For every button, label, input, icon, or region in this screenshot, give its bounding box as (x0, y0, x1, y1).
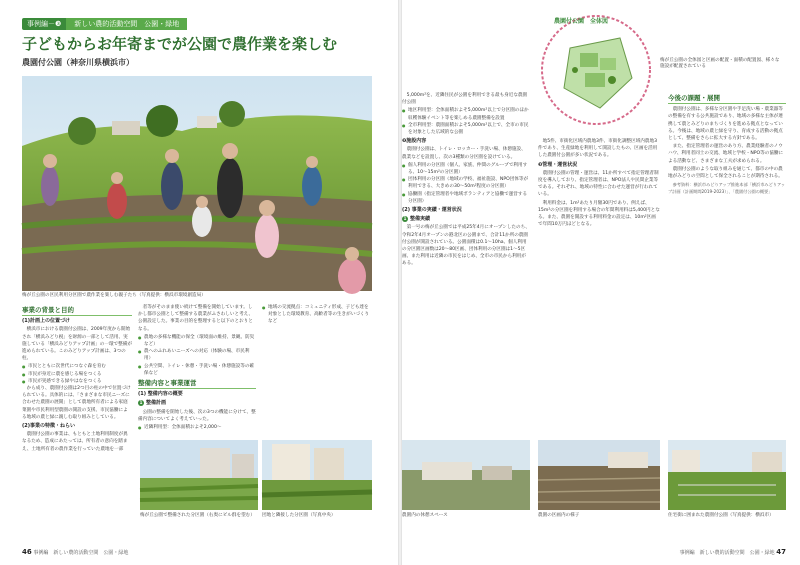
right-column-2 (538, 138, 660, 430)
list-item: ● 近隣利用型：全体面積およそ2,000～ (138, 424, 256, 431)
photo-caption: 農園の区画内の様子 (538, 513, 580, 518)
left-page (0, 0, 398, 565)
paragraph: 農園付公園の事業は、もともと土地利用制度が異なるため、造成にあたっては、所有者の意向を踏まえ、土地所有者の農作業を行っていた農地を一部 (22, 432, 128, 452)
page-subtitle: 農園付公園（神奈川県横浜市） (22, 58, 134, 67)
list-item: ● 公共空間、トイレ・休憩・手洗い場・休憩施設等の確保など (138, 363, 256, 377)
left-footer (22, 548, 128, 556)
left-column-1 (22, 304, 132, 452)
heading-overview: (1) 整備内容の概要 (138, 391, 183, 398)
main-photo-farming-family (22, 76, 372, 291)
photo-caption: 住宅街に囲まれた農園付公園（写真提供：横浜市） (668, 513, 774, 518)
map-caption: 梅が丘公園の全体図と区画の配置・面積の配置図、様々な施設が配置されている (660, 58, 780, 69)
photo-caption: 梅が丘公園で整備された分区園（右奥にビル群を望む） (140, 513, 255, 518)
heading-future-issues: 今後の課題・展開 (668, 95, 786, 104)
page-number: 47 (776, 548, 786, 556)
photo-apartments-garden (262, 440, 372, 510)
plot-list (402, 162, 530, 205)
heading-background: 事業の背景と目的 (22, 307, 132, 316)
paragraph: また、指定管理者の運営のあり方、農業経験者のノウハウ、利用者同士の交流、地域と学校・NPO等の協働による活動など、さまざまな工夫が求められる。 (668, 144, 784, 164)
heading-management: ❸管理・運営状況 (538, 161, 578, 168)
chapter-label: 事例編－❸ (22, 18, 66, 30)
park-map-illustration (540, 8, 652, 130)
list-item: ● 農地の多様な機能の保全（環境面の維持、景観、防災など） (138, 334, 256, 348)
photo-caption: 団地と隣接した分区園（写真中央） (262, 513, 336, 518)
list-item: ● 団体利用の分区園（地域の学校、福祉施設、NPO団体等が利用できる、大きめの30～50m²程度の分区園） (402, 176, 530, 190)
section-tag (22, 18, 187, 30)
heading-plan-position: (1)計画上の位置づけ (22, 318, 71, 325)
pillar-list (22, 363, 132, 385)
paragraph: 農園付公園は、多様な分区園や手足洗い場・農業器等の整備を有する公共施設であり、地域の多様な主体が連携して農とみどりのまちづくりを進める拠点となっている。今後は、地域の農と緑を守り、育成する活動の拠点として、整備をさらに拡大する方針である。 (668, 107, 783, 142)
list-item: ● 全市利用型：農園面積およそ5,000m²以上で、全市の市民を対象とした広域的な公園 (402, 122, 530, 136)
page-number: 46 (22, 548, 32, 556)
paragraph: 農園付公園の管理・運営は、11か所すべて指定管理者制度を導入しており、指定管理者は、NPO法人や民間企業等である。それぞれ、地域の特性に合わせた運営が行われている。 (538, 170, 659, 198)
page-title: 子どもからお年寄までが公園で農作業を楽しむ (22, 35, 338, 53)
paragraph: 農園付公園は、トイレ・ロッカー・手洗い場、休憩施設、農業などを設置し、次の3種類の分区園を設けている。 (402, 147, 526, 160)
heading-results: (2) 事業の実績・運営状況 (402, 207, 462, 214)
paragraph: 横浜市における農園付公園は、2009年度から開始され「横浜みどり税」を財源の一部として活用、実施している「横浜みどりアップ計画」の一環で整備が進められている。このみどりアップ計画は、3つの柱、 (22, 327, 132, 362)
heading-facilities: ❷施設内容 (402, 138, 427, 145)
photo-residential-garden (668, 440, 786, 510)
paragraph: 利用料金は、1m²あたり月額30円であり、例えば、15m²の分区園を利用する場合の年間利用料は5,400円となる。また、農園を開設する利用料金の設定は、10m²区画で年間10万円ほどとなる。 (538, 200, 660, 228)
paragraph: 公園の整備を開始した後、次の3つの機能に分けて、整備内容についてよく考えていった。 (138, 409, 256, 422)
badge-heading: 1 整備計画 (139, 400, 167, 407)
heading-features: (2)事業の特徴・ねらい (22, 423, 76, 430)
paragraph: 5,000m²を、近隣住民が公園を利用できる最も身近な農園付公園 (402, 93, 528, 106)
function-list (262, 304, 372, 326)
list-item: ● 個人利用の分区園（個人、家族、仲間のグループで利用する、10～15m²の分区園） (402, 162, 530, 176)
list-item: ● 農へのふれあいニーズへの対応（体験の場、市民利用） (138, 348, 256, 362)
right-column-1 (402, 92, 530, 430)
number-badge-icon: 1 (403, 216, 407, 222)
left-column-3 (262, 304, 372, 440)
right-column-3 (668, 92, 786, 430)
list-item: ● 協働園（指定管理者や地域ボランティアと協働で運営する分区園） (402, 191, 530, 205)
main-photo-caption: 梅が丘公園の区民利用分区園で農作業を楽しむ親子たち（写真提供：横浜市環境創造局） (22, 293, 206, 298)
list-item: ● 地区利用型：全体面積およそ5,000m²以上で分区園のほか収穫体験イベント等を楽しめる農園整備を設置 (402, 107, 530, 121)
paragraph: から成り、農園付公園は2つ目の柱の中で位置づけられている。具体的には、「さまざまな市民ニーズに合わせた農園の展開」として農地所有者による家庭菜園や市民利用型農園の開設の支援、市民協働による地域の農と緑に親しむ取り組みとしている。 (22, 386, 131, 420)
paragraph: 地5件、市街化区域内農地3件、市街化調整区域内農地3件であり、生産緑地を利用して開設したもの、区画を活用した農園付公園が多い状況である。 (538, 139, 658, 159)
left-column-2 (138, 304, 256, 440)
type-list (138, 424, 256, 431)
number-badge-icon: 1 (139, 400, 143, 406)
list-item: ● 市民が身近に農を感じる場をつくる (22, 371, 132, 378)
purpose-list (138, 334, 256, 377)
references: 参考資料：横浜市みどりアップ推進本部「横浜市みどりアップ計画（計画期間2019-2023）」、「農園付公園の概要」 (668, 182, 786, 195)
list-item: ● 市民とともに次世代につなぐ森を育む (22, 363, 132, 370)
list-item: ● 市民が実感できる緑やはなをつくる (22, 378, 132, 385)
right-footer (680, 548, 786, 556)
section-label: 新しい農的活動空間 公園・緑地 (66, 18, 187, 30)
paragraph: 農園付公園のような取り組みを通じて、都市の中の農地がみどりの空間として保全されることが期待される。 (668, 166, 783, 180)
list-item: ● 地域の交流拠点：コミュニティ形成、子ども達を対象とした環境教育、高齢者等の生きがいづくりなど (262, 304, 372, 326)
footer-text: 事例編 新しい農的活動空間 公園・緑地 (33, 550, 129, 556)
photo-rest-area (402, 440, 530, 510)
heading-maintenance: 整備内容と事業運営 (138, 380, 256, 389)
map-title: 農園付公園 全体図 (554, 18, 609, 25)
footer-text: 事例編 新しい農的活動空間 公園・緑地 (679, 550, 775, 556)
paragraph: 第一号の梅が丘公園では平成25年4月にオープンしたのち、令和2年4月オープンの港北区の公園まで、合計11か所の農園付公園が開設されている。公園面積は0.1～10ha、個人利用の分区園区画数は20～80区画、団体利用の分区園は1～5区画、また利用は近隣の市民をはじめ、全市の市民から利用がある。 (402, 225, 530, 267)
photo-buildings-garden (140, 440, 258, 510)
paragraph: 者等がそのまま使い続けて整備を開始しています。しかし都市公園として整備する農業がふさわしいと考え、公園設定した。事業の目的を整理すると以下のとおりとなる。 (138, 305, 254, 332)
photo-plots (538, 440, 660, 510)
right-page (402, 0, 800, 565)
type-list (402, 107, 530, 136)
photo-caption: 農園内の休憩スペース (402, 513, 448, 518)
badge-heading: 1 整備実績 (403, 216, 431, 223)
